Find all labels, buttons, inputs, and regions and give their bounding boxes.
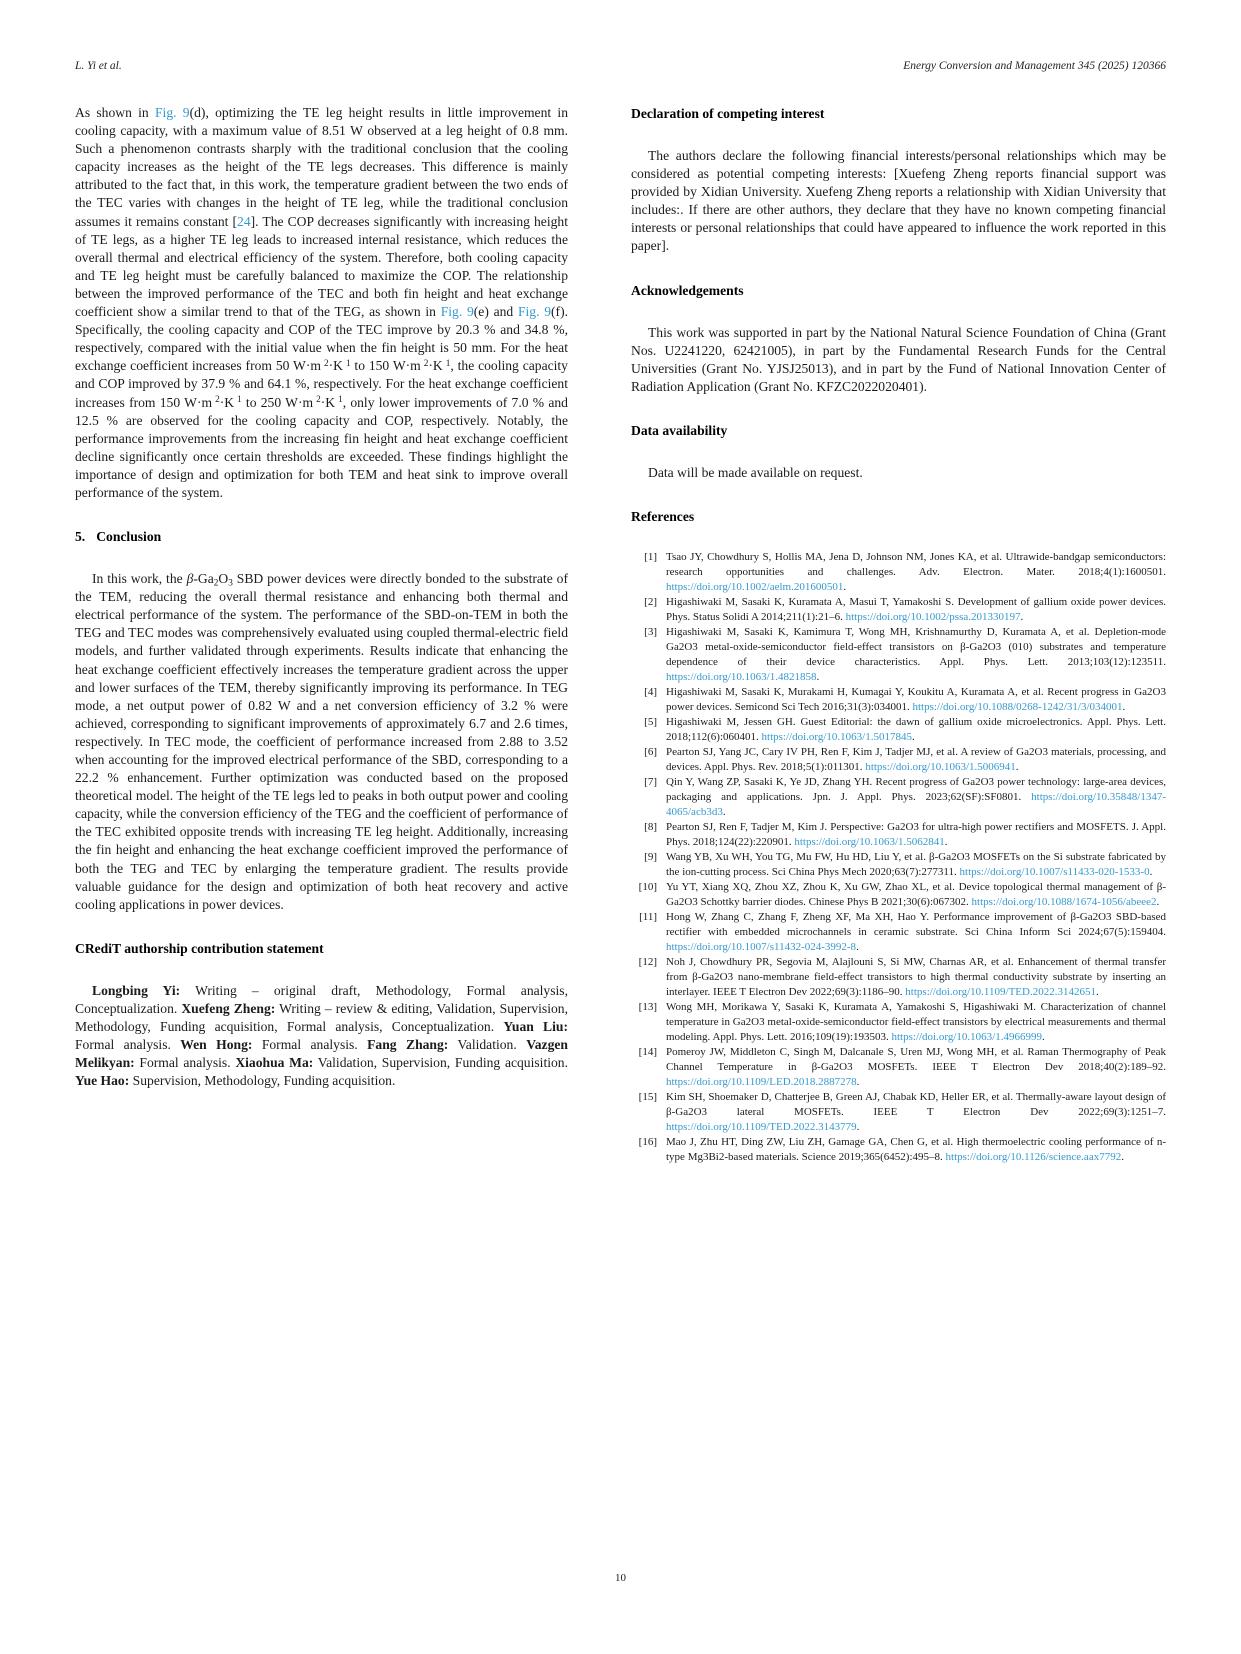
inline-link[interactable]: https://doi.org/10.1002/aelm.201600501 [666,581,844,594]
reference-number: [6] [644,746,657,759]
reference-item [631,715,1166,745]
reference-text [666,850,1166,880]
right-column [631,104,1166,1165]
reference-number: [5] [644,716,657,729]
reference-number: [14] [638,1046,657,1059]
text-segment: 1 [237,393,242,404]
text-segment: Xuefeng Zheng: [181,1000,276,1016]
text-segment: Wen Hong: [180,1037,253,1053]
left-column [75,104,568,1165]
text-segment: Pearton SJ, Yang JC, Cary IV PH, Ren F, Kim J, Tadjer MJ, et al. A review of Ga2O3 materials, processing, and devices. Appl. Phys. Rev. 2018;5(1):011301. [666,746,1166,774]
text-segment: Writing – original draft, Methodology, Formal analysis, Conceptualization. [75,982,568,1016]
text-segment: Kim SH, Shoemaker D, Chatterjee B, Green AJ, Chabak KD, Heller ER, et al. Thermally-aware layout design of β-Ga2O3 lateral MOSFETs. IEEE T Electron Dev 2022;69(3):1251–7. [666,1091,1166,1119]
inline-link[interactable]: https://doi.org/10.1063/1.4966999 [891,1031,1042,1044]
inline-link[interactable]: https://doi.org/10.1063/1.5006941 [865,761,1016,774]
text-segment: Supervision, Methodology, Funding acquisition. [129,1073,396,1089]
text-segment: . [722,806,726,819]
text-segment: 2 [323,357,329,368]
reference-item [631,880,1166,910]
text-segment: Yu YT, Xiang XQ, Zhou XZ, Zhou K, Xu GW, Zhao XL, et al. Device topological thermal management of β-Ga2O3 Schottky barrier diodes. Chinese Phys B 2021;30(6):067302. [666,881,1166,909]
data-availability-paragraph: Data will be made available on request. [648,464,863,480]
reference-number: [9] [644,851,657,864]
text-segment: Xiaohua Ma: [235,1055,314,1071]
text-segment: . [1020,611,1024,624]
running-header [75,60,1166,72]
references-list [631,550,1166,1165]
text-segment: Higashiwaki M, Jessen GH. Guest Editorial: the dawn of gallium oxide microelectronics. Appl. Phys. Lett. 2018;112(6):060401. [666,716,1166,744]
text-segment: ]. The COP decreases significantly with increasing height of TE legs, as a higher TE leg leads to increased internal resistance, which reduces the overall thermal and electrical efficiency of the system. Therefore, both cooling capacity and TE leg height must be carefully balanced to maximize the COP. The relationship between the improved performance of the TEC and both fin height and heat exchange coefficient show a similar trend to that of the TEG, as shown in [75,213,568,320]
text-segment: , only lower improvements of 7.0 % and 12.5 % are observed for the cooling capacity and COP, respectively. Notably, the performance improvements from the increasing fin height and heat exchange coefficient decline significantly once certain thresholds are exceeded. These findings highlight the importance of design and optimization for both TEM and heat sink to improve overall performance of the system. [75,394,568,500]
text-segment: -Ga [193,571,214,587]
reference-text [666,715,1166,745]
text-segment: Mao J, Zhu HT, Ding ZW, Liu ZH, Gamage GA, Chen G, et al. High thermoelectric cooling performance of n-type Mg3Bi2-based materials. Science 2019;365(6452):495–8. [666,1136,1166,1164]
text-segment: . [856,1121,860,1134]
reference-number: [4] [644,686,657,699]
inline-link[interactable]: https://doi.org/10.1063/1.5062841 [794,836,945,849]
text-segment: Wang YB, Xu WH, You TG, Mu FW, Hu HD, Liu Y, et al. β-Ga2O3 MOSFETs on the Si substrate fabricated by the ion-cutting process. Sci China Phys Mech 2020;63(7):277311. [666,851,1166,879]
text-segment: (f). Specifically, the cooling capacity and COP of the TEC improve by 20.3 % and 34.8 %, respectively, compared with the initial value when the fin height is 50 mm. For the heat exchange coefficient increases from 50 W·m [75,304,569,374]
reference-text [666,595,1166,625]
text-segment: . [843,581,847,594]
text-segment: , the cooling capacity and COP improved by 37.9 % and 64.1 %, respectively. For the heat exchange coefficient increases from 150 W·m [75,358,568,410]
inline-link[interactable]: https://doi.org/10.1088/1674-1056/abeee2 [971,896,1157,909]
text-segment: 1 [338,393,343,404]
reference-text [666,745,1166,775]
text-segment: (d), optimizing the TE leg height results in little improvement in cooling capacity, with a maximum value of 8.51 W observed at a leg height of 0.8 mm. Such a phenomenon contrasts sharply with the traditional conclusion that the cooling capacity increases as the height of the TE legs decreases. This difference is mainly attributed to the fact that, in this work, the temperature gradient between the two ends of the TEC varies with changes in the height of TE leg, while the traditional conclusion assumes it remains constant [ [75,105,569,229]
text-segment: Vazgen Melikyan: [75,1037,568,1071]
text-segment: Wong MH, Morikawa Y, Sasaki K, Kuramata A, Yamakoshi S, Higashiwaki M. Characterization of channel temperature in Ga2O3 metal-oxide-semiconductor field-effect transistors by electrical measurements and thermal modeling. Appl. Phys. Lett. 2016;109(19):193503. [666,1001,1166,1044]
inline-link[interactable]: https://doi.org/10.1109/LED.2018.2887278 [666,1076,857,1089]
body-paragraph [75,104,568,502]
section-heading-credit: CRediT authorship contribution statement [75,940,324,956]
text-segment: Qin Y, Wang ZP, Sasaki K, Ye JD, Zhang YH. Recent progress of Ga2O3 power technology: large-area devices, packaging and applications. Jpn. J. Appl. Phys. 2023;62(SF):SF0801. [666,776,1166,804]
reference-item [631,955,1166,1000]
text-segment: . [1149,866,1153,879]
text-segment: (e) and [473,304,518,320]
inline-link[interactable]: 24 [237,213,251,229]
reference-text [666,1000,1166,1045]
inline-link[interactable]: https://doi.org/10.1002/pssa.201330197 [845,611,1021,624]
reference-item [631,850,1166,880]
text-segment: In this work, the [92,571,187,587]
text-segment: 2 [213,577,219,588]
reference-text [666,910,1166,955]
text-segment: Yuan Liu: [503,1019,568,1035]
reference-text [666,820,1166,850]
reference-text [666,1045,1166,1090]
reference-number: [2] [644,596,657,609]
reference-number: [15] [638,1091,657,1104]
text-segment: ·K [219,394,235,410]
text-segment: Formal analysis. [252,1037,368,1053]
text-segment: to 150 W·m [350,358,421,374]
reference-text [666,625,1166,685]
text-segment: Pomeroy JW, Middleton C, Singh M, Dalcanale S, Uren MJ, Wong MH, et al. Raman Thermography of Peak Channel Temperature in β-Ga2O3 MOSFETs. IEEE T Electron Dev 2018;40(2):189–92. [666,1046,1166,1074]
inline-link[interactable]: https://doi.org/10.1109/TED.2022.3143779 [666,1121,857,1134]
inline-link[interactable]: https://doi.org/10.1126/science.aax7792 [945,1151,1122,1164]
reference-item [631,775,1166,820]
inline-link[interactable]: https://doi.org/10.1109/TED.2022.3142651 [905,986,1096,999]
text-segment: Higashiwaki M, Sasaki K, Kamimura T, Wong MH, Krishnamurthy D, Kuramata A, et al. Depletion-mode Ga2O3 metal-oxide-semiconductor field-effect transistors on β-Ga2O3 (010) substrates and temperature dependence of their device characteristics. Appl. Phys. Lett. 2013;103(12):123511. [666,626,1166,669]
text-segment: Higashiwaki M, Sasaki K, Kuramata A, Masui T, Yamakoshi S. Development of gallium oxide power devices. Phys. Status Solidi A 2014;211(1):21–6. [666,596,1166,624]
reference-text [666,775,1166,820]
declaration-paragraph: The authors declare the following financial interests/personal relationships which may be considered as potential competing interests: [Xuefeng Zheng reports financial support was provided by Xidian University. Xuefeng Zheng reports a relationship with Xidian University that includes:. If there are other authors, they declare that they have no known competing financial interests or personal relationships that could have appeared to influence the work reported in this paper]. [631,148,1166,254]
reference-number: [13] [638,1001,657,1014]
acknowledgements-paragraph: This work was supported in part by the National Natural Science Foundation of China (Grant Nos. U2241220, 62421005), in part by the Fundamental Research Funds for the Central Universities (Grant No. YJSJ25013), and in part by the Fund of National Innovation Center of Radiation Application (Grant No. KFZC2022020401). [631,324,1166,394]
reference-item [631,820,1166,850]
text-segment: O [218,571,229,587]
section-heading-references: References [631,509,695,525]
reference-number: [16] [638,1136,657,1149]
inline-link[interactable]: https://doi.org/10.1007/s11433-020-1533-0 [959,866,1150,879]
reference-number: [1] [644,551,657,564]
section-heading-conclusion [75,529,568,545]
conclusion-paragraph [75,570,568,914]
inline-link[interactable]: Fig. 9 [440,304,474,320]
text-segment: SBD power devices were directly bonded to the substrate of the TEM, reducing the overall thermal resistance and enhancing both thermal and electrical performance of the system. The performance of the SBD-on-TEM in both the TEG and TEC modes was comprehensively evaluated using coupled thermal-electric field models, and further validated through experiments. Results indicate that enhancing the heat exchange coefficient effectively increases the temperature gradient across the upper and lower surfaces of the TEM, thereby significantly improving its performance. In TEG mode, a net output power of 0.82 W and a net conversion efficiency of 3.2 % were achieved, corresponding to significant improvements of approximately 6.7 and 2.6 times, respectively. In TEC mode, the coefficient of performance increased from 2.88 to 3.52 when accounting for the improved electrical performance of the SBD, corresponding to a 22.2 % enhancement. Further optimization was conducted based on the proposed theoretical model. The height of the TE legs led to peaks in both output power and cooling capacity, while the conversion efficiency of the TEG and the coefficient of performance of the TEC exhibited opposite trends with increasing TE leg height. Additionally, increasing the fin height and enhancing the heat exchange coefficient improved the performance of both the TEG and TEC by enlarging the temperature gradient. The results provide valuable guidance for the design and optimization of both heat recovery and active cooling applications in power devices. [75,571,568,912]
reference-number: [3] [644,626,657,639]
text-segment: Validation. [448,1037,527,1053]
text-segment: . [1156,896,1160,909]
reference-item [631,1090,1166,1135]
text-segment: 1 [345,357,351,368]
reference-item [631,745,1166,775]
text-segment: Writing – review & editing, Validation, Supervision, Methodology, Funding acquisition, Formal analysis, Conceptualization. [75,1000,568,1035]
text-segment: As shown in [75,105,155,120]
reference-text [666,1090,1166,1135]
text-segment: . [816,671,820,684]
text-segment: . [856,1076,860,1089]
inline-link[interactable]: Fig. 9 [154,105,190,120]
reference-text [666,685,1166,715]
text-segment: ·K [328,358,343,374]
text-segment: 2 [316,393,321,404]
text-segment: . [1015,761,1019,774]
text-segment: . [1041,1031,1045,1044]
section-heading-data-availability: Data availability [631,422,728,438]
text-segment: Validation, Supervision, Funding acquisition. [313,1055,568,1071]
section-heading-declaration: Declaration of competing interest [631,106,825,121]
inline-link[interactable]: https://doi.org/10.1007/s11432-024-3992-8 [666,941,857,954]
inline-link[interactable]: https://doi.org/10.35848/1347-4065/acb3d3 [666,791,1166,819]
text-segment: Noh J, Chowdhury PR, Segovia M, Alajlouni S, Si MW, Charnas AR, et al. Enhancement of thermal transfer from β-Ga2O3 nano-membrane field-effect transistors to high thermal conductivity substrate by inserting an interlayer. IEEE T Electron Dev 2022;69(3):1186–90. [666,956,1166,999]
text-segment: Hong W, Zhang C, Zhang F, Zheng XF, Ma XH, Hao Y. Performance improvement of β-Ga2O3 SBD-based rectifier with embedded microchannels in ceramic substrate. Sci China Inform Sci 2024;67(5):159404. [666,911,1166,939]
reference-text [666,1135,1166,1165]
text-segment: Longbing Yi: [92,982,181,998]
reference-number: [11] [639,911,657,924]
inline-link[interactable]: https://doi.org/10.1088/0268-1242/31/3/034001 [912,701,1123,714]
text-segment: Formal analysis. [75,1037,181,1053]
header-authors: L. Yi et al. [75,60,122,72]
text-segment: Yue Hao: [75,1073,130,1089]
reference-item [631,910,1166,955]
section-heading-acknowledgements: Acknowledgements [631,282,744,298]
text-segment: Fang Zhang: [367,1037,449,1053]
section-title: Conclusion [96,529,162,545]
page-number: 10 [615,1572,626,1584]
text-segment: Higashiwaki M, Sasaki K, Murakami H, Kumagai Y, Koukitu A, Kuramata A, et al. Recent progress in Ga2O3 power devices. Semicond Sci Tech 2016;31(3):034001. [666,686,1166,714]
inline-link[interactable]: https://doi.org/10.1063/1.5017845 [761,731,912,744]
section-number: 5. [75,529,86,545]
reference-item [631,1045,1166,1090]
two-column-body [75,104,1166,1165]
reference-item [631,1135,1166,1165]
reference-number: [7] [644,776,657,789]
header-journal: Energy Conversion and Management 345 (2025) 120366 [903,60,1166,72]
text-segment: . [1095,986,1099,999]
reference-item [631,595,1166,625]
text-segment: . [856,941,859,954]
reference-number: [12] [638,956,657,969]
text-segment: 3 [228,577,233,588]
text-segment: ·K [320,394,336,410]
text-segment: . [1122,701,1126,714]
reference-item [631,550,1166,595]
reference-number: [8] [644,821,657,834]
text-segment: β [186,571,194,587]
reference-item [631,625,1166,685]
text-segment: 2 [423,357,429,368]
text-segment: 1 [445,357,451,368]
text-segment: Tsao JY, Chowdhury S, Hollis MA, Jena D, Johnson NM, Jones KA, et al. Ultrawide-bandgap semiconductors: research opportunities and challenges. Adv. Electron. Mater. 2018;4(1):1600501. [666,551,1166,579]
text-segment: . [911,731,915,744]
credit-paragraph [75,982,568,1091]
reference-item [631,1000,1166,1045]
text-segment: to 250 W·m [241,394,314,410]
text-segment: 2 [215,393,220,404]
text-segment: . [1121,1151,1124,1164]
reference-number: [10] [638,881,657,894]
reference-text [666,880,1166,910]
text-segment: ·K [428,358,443,374]
reference-text [666,955,1166,1000]
inline-link[interactable]: https://doi.org/10.1063/1.4821858 [666,671,817,684]
reference-item [631,685,1166,715]
text-segment: Formal analysis. [134,1055,236,1071]
text-segment: Pearton SJ, Ren F, Tadjer M, Kim J. Perspective: Ga2O3 for ultra-high power rectifiers and MOSFETS. J. Appl. Phys. 2018;124(22):220901. [666,821,1166,849]
text-segment: . [944,836,948,849]
reference-text [666,550,1166,595]
inline-link[interactable]: Fig. 9 [517,304,552,320]
